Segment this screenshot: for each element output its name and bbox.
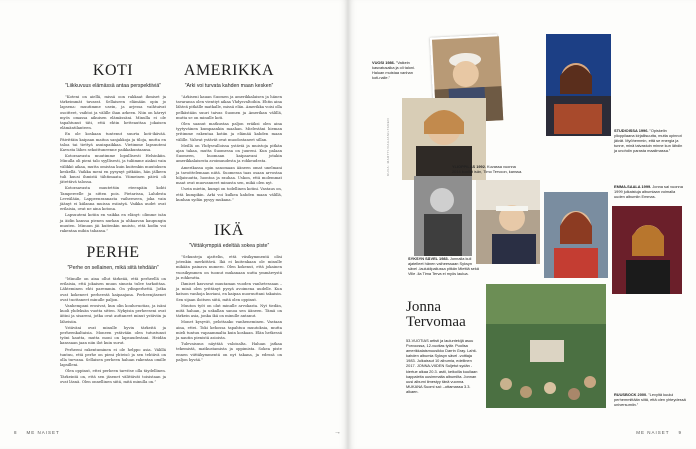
caption-vuosi-text: ”Vaikein kasvatusaika ja oli taloni. Haluan muistaa vanhan koti-nalle.” <box>372 60 416 80</box>
caption-ruusbock-label: RUUSBOCK 2000. <box>614 392 648 397</box>
photo-graduation-icon <box>476 180 540 264</box>
photo-portrait-color <box>544 192 608 278</box>
ika-paragraph: ”Sekunteja ajattelin, että viisikymmentä olisi jotenkin merkittävä. Ikä ei kuitenkaan ole minulle mikään painava numero. Olen kokenut, että jokainen vuosikymmen on tuonut mukanaan uutta ymmärrystä ja rohkeutta. <box>176 255 282 280</box>
ika-paragraph: Ihmiset kasvavat muutaman vuoden vanhetessaan – ja minä olen yrittänyt pysyä avoimena uudelle. Kun katson vanhoja kuviani, en kaipaa nuoruuttani takaisin. Sen sijaan iloitsen siitä, mitä olen oppinut. <box>176 282 282 302</box>
caption-studioissa-text: ”Opiskelin ylioppilaana kirjallisuutta, mutta opinnot jäivät. Myöhemmin, että se energia ja tunne, minä taivastuin minne kun lähdin ja unohdin parasta maailmassa.” <box>614 128 683 153</box>
ika-section <box>176 222 282 426</box>
perhe-section <box>60 244 166 424</box>
page-number: 9 <box>678 430 682 435</box>
perhe-body <box>60 277 166 385</box>
jonna-title-first: Jonna <box>406 299 441 315</box>
right-page <box>348 0 696 449</box>
turn-arrow-icon: → <box>334 429 341 436</box>
jonna-title-last: Tervomaa <box>406 314 466 330</box>
koti-paragraph: ”Koteni on aiellä, missä oon rakkaat ihmiset ja tärkeimmät tavarat. Sellaiseen elämään opin jo lapsena: muutimme usein, ja arjessa vaihtuivat osoitteet, vaihtoi ja välille ihan arkeen. Niin on kärryt myös omassa aikuisen elämässäni. Minulla ei ole tapahtunut täti, että ehtin hetteauttaa jokaisen elämäntilanteen. <box>60 95 166 131</box>
amerikka-paragraph: Meillä on Yhdysvalloissa ystäviä ja muistoja pitkän ajan takaa, mutta Suomessa on juureni. Kun palaan Suomeen, huomaan kaipaavani jotakin amerikkalaisesta avoimuudesta ja rohkeudesta. <box>176 143 282 164</box>
left-footer <box>14 430 60 435</box>
perhe-paragraph: Ystäväni ovat minulle hyvin tärkeitä ja perheenkaltaisia. Moneen ystävään olen tutustunut työni kautta, mutta moni on lapsuudestani. Heidän kanssaan jaan niin ilot kuin surut. <box>60 325 166 346</box>
caption-ylioppilas-text: Kuvassa vuonna 2014 kuollut isän, Timo Tervoon, kanssa. <box>452 164 523 174</box>
magazine-name: ME NAISET <box>636 430 670 435</box>
jonna-bio: 53-VUOTIAS artisti ja lauluntekijä asuu Porvoossa, 12-vuotias tytär. Puolisa amerikkalaismuusikko Darrin Gray. Lahti-kahden albumia Syksyn sävel -voittaja 1983. Julkaissut 10 albumia, edellinen 2017. JONNA-VIIDEN Suljetut sydän -kiertue alkaa 20.3. astii, keikoilla kuullaan kappaleita uusimmalta albumilta. Jonnan uusi albumi ilmestyy tänä vuonna. MUKANA Suomi sai: –ottamassa 3.3. alkaen. <box>406 338 478 394</box>
jonna-title <box>406 300 476 330</box>
caption-syksyn-text: Jonnalla kuli ajatelleet hänen vaiheessaan Syksyn sävel -laulukilpailussa pitkän Miettiä sekä Ville -lla Tima Terva ei myös laulua. <box>408 256 479 276</box>
amerikka-section <box>176 62 282 230</box>
perhe-paragraph: ”Minulle on aina ollut tärkeää, että perheellä on erilaisia, että jokaisen muun sinusta tulee tarkoittaa. Lähteminen ehti paremmin. On ydinperhettä. Jotka ovat kokeneet perheestä kaipaajana. Perheenjäsenet ovat tuottaneet minulle paljon. <box>60 277 166 302</box>
koti-section <box>60 62 166 234</box>
perhe-paragraph: Olen oppinut, ettei perheen tarvitse olla täydellinen. Tärkeintä on, että sen jäsenet välittävät toisistaan ja ovat läsnä. Olen onnellinen siitä, mitä minulla on.” <box>60 369 166 384</box>
caption-vuosi <box>372 60 418 80</box>
magazine-name: ME NAISET <box>26 430 60 435</box>
caption-studioissa <box>614 128 686 153</box>
photo-concert <box>486 284 606 408</box>
ika-body <box>176 255 282 363</box>
amerikka-heading: AMERIKKA <box>183 62 275 79</box>
caption-vuosi-label: VUOSI 1986. <box>372 60 395 65</box>
perhe-paragraph: Perheeni rakentuminen ei ole helppo asia. Välillä tuntuu, että perhe on pieni yhteisö ja sen tehtävä on olla turvana. Sellaisen perheen haluan rakentaa omille lapsilleni. <box>60 347 166 368</box>
ika-subtitle: ”Viittäkymppiä edeltää sokea piste” <box>188 243 270 249</box>
amerikka-body <box>176 95 282 203</box>
caption-studioissa-label: STUDIOISSA 1996. <box>614 128 649 133</box>
perhe-heading: PERHE <box>86 244 140 261</box>
photo-studio-icon <box>546 34 611 136</box>
amerikka-paragraph: ”Arkiseni kauan Suomen ja amerikkalaisen ja hänen tavaransa olen vientiyt aikaa Yhdysvaltoihin. Ehtin aina lähteä pitkälle matkalle, missä elän. Amerikka voisi olla pelkästään suuri taivas Suomen ja Amerikan välillä, mutta se on minulle koti. <box>176 95 282 120</box>
koti-subtitle: ”Liikkuvuus elämässä antaa perspektiiviä” <box>64 83 161 89</box>
caption-ruusbock <box>614 392 686 407</box>
photo-concert-icon <box>486 284 606 408</box>
ika-heading: IKÄ <box>214 222 244 239</box>
photo-studioissa-1996 <box>546 34 611 136</box>
koti-paragraph: Kotoraavasta muutettiin eteenpäin kohti Tampereelle ja sitten pois. Pietarissa, Lahdesta Leveälään, Lappeenrannasta vaiheeseen, joka vain jäänyt ei kiilanna muissa esiintyä. Vaikka uudet ovat erilaisia, ovat ne aina kotona. <box>60 186 166 212</box>
photo-portrait-color-icon <box>544 192 608 278</box>
amerikka-paragraph: Usein mietin, kumpi on todellinen kotini. Vastaus on, että kumpikin. Arki voi kulkea kahden maan välillä, kunhan sydän pysyy mukana.” <box>176 187 282 202</box>
caption-ylioppilas <box>452 164 524 174</box>
photo-syksyn-savel-1983 <box>414 176 472 256</box>
photo-bw-father-icon <box>414 176 472 256</box>
koti-paragraph: Kotoraavasta muutimme lopullisesti Helsinkiin. Minulla oli pieni talo syyllisesti, ja tuliimme aiakui vain välikkö aikaa, mutta omistaa kuin kuitenkin muutoksen keskellä. Vaikka meni en pysynyt pitkään, hän jälkeen tuli kuusi ihmistä tähtimaata. Viimeinen päivä oli jätettävä talossa. <box>60 154 166 185</box>
photo-emma-gaala-1999 <box>612 206 682 294</box>
amerikka-paragraph: Olen saanut matkustaa paljon eräiksi olen aina tyytyväinen kumpaankin maahan. Mielestäni hieman yritimme rakentaa kotiin ja elämää kahden maan välille. Vahvat ystävät ovat muodostaneet sillan. <box>176 122 282 142</box>
koti-heading: KOTI <box>92 62 134 79</box>
koti-paragraph: Lapsuuteni kotiin en vaikka en elänyt: olimme isän ja äidin kanssa pienen nurkan ja uhkaavan kaupungin muuten. Minuun jäi kuitenkin muisto, että kodin voi rakentaa mihin tahansa.” <box>60 213 166 234</box>
page-number: 8 <box>14 430 18 435</box>
koti-paragraph: En ole koskaan tuntenut suurta koti-ikävää. Päivittäin kaipaan maitoa sanjakkoja ja tiloja, mutta en taloa tai tiettyä asuinpaikkaa. Vietimme lapsuuteni Kavusta lähes sekoittuneenne paikkakuntaansa. <box>60 132 166 153</box>
caption-emma <box>614 184 686 199</box>
caption-emma-text: Jonna sai vuonna 1999 julkaistuja albumiaan voimalla uuden albumiin Emmas. <box>614 184 683 199</box>
ika-paragraph: Muuton työt on olut minulle arvokasta. Nyt tiedän, mitä haluan, ja uskallan sanoa sen ääneen. Tämä on tärkein asia, jonka ikä on minulle antanut. <box>176 303 282 319</box>
ika-paragraph: Tulevaisuus näyttää valoisalta. Haluan jatkaa tekemistä, matkustamista ja oppimista. Sokea piste ennen viittäkymmentä on nyt takana, ja edessä on paljon hyvää.” <box>176 342 282 362</box>
amerikka-paragraph: Amerikassa opin sanomaan ääneen omat unelmani ja tavoittelemaan niitä. Suomessa taas osaan arvostaa hiljaisuutta, luontoa ja rauhaa. Uskon, että molemmat maat ovat muovanneet minusta sen, mikä olen nyt. <box>176 165 282 186</box>
caption-ylioppilas-label: YLIOPPILAS 1992. <box>452 164 486 169</box>
koti-body <box>60 95 166 234</box>
caption-syksyn <box>408 256 482 276</box>
perhe-paragraph: Vanhempani erosivat, kun olin kouluvuotias, ja isäni kuoli yhdeksän vuotta sitten. Nykyisin perheeseni ovat äitini ja sisareni, jotka ovat auttaneet minut ystäviin ja läheisiin. <box>60 304 166 324</box>
right-footer <box>636 430 682 435</box>
caption-syksyn-label: SYKSYN SÄVEL 1983. <box>408 256 449 261</box>
caption-emma-label: EMMA-SAALA 1999. <box>614 184 652 189</box>
caption-ruusbock-text: ”Levyltä kuului perhemmittään siitä, että olen yhteydessä universumiin.” <box>614 392 686 407</box>
photo-emma-icon <box>612 206 682 294</box>
ika-paragraph: Monet kysyvät, pelottaako vanheneminen. Vastaan aina, ettei. Toki kehossa tapahtuu muutoksia, mutta mieli tuntuu vapaammalta kuin koskaan. Elän hetkessä ja nautin pienistä asioista. <box>176 320 282 341</box>
photo-ylioppilas-1992 <box>476 180 540 264</box>
photo-credit: KUVA: MARTTI/VAAJASILTANEN <box>386 117 390 176</box>
perhe-subtitle: ”Perhe on sellainen, mikä siitä tehdään” <box>67 265 159 271</box>
amerikka-subtitle: ”Arki voi turvata kahden maan kesken” <box>184 83 274 89</box>
